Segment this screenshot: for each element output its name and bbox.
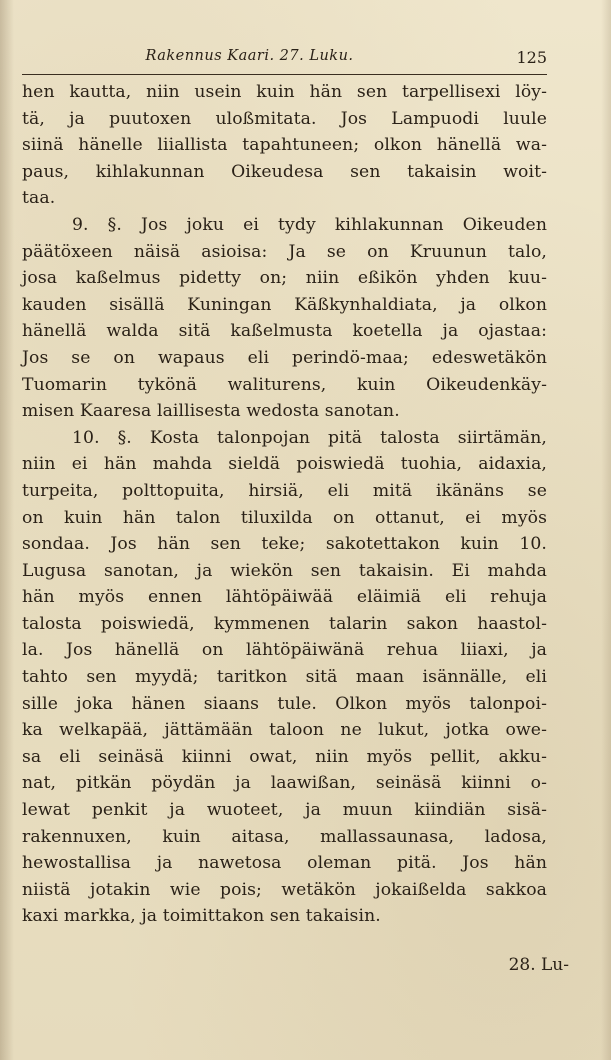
text-line: sille joka hänen siaans tule. Olkon myös talonpoi- — [22, 693, 547, 714]
text-line: siinä hänelle liiallista tapahtuneen; olkon hänellä wa- — [22, 135, 547, 156]
text-line: ka welkapää, jättämään taloon ne lukut, jotka owe- — [22, 720, 547, 741]
catchword: 28. Lu- — [508, 955, 569, 975]
text-line: Jos se on wapaus eli perindö-maa; edeswetäkön — [22, 347, 547, 368]
page-header — [22, 40, 547, 75]
text-line: nat, pitkän pöydän ja laawißan, seinäsä kiinni o- — [22, 773, 547, 794]
text-line: niistä jotakin wie pois; wetäkön jokaißelda sakkoa — [22, 879, 547, 900]
text-line: turpeita, polttopuita, hirsiä, eli mitä ikänäns se — [22, 480, 547, 501]
running-head: Rakennus Kaari. 27. Luku. — [145, 48, 354, 64]
text-line: rakennuxen, kuin aitasa, mallassaunasa, ladosa, — [22, 826, 547, 847]
text-line: josa kaßelmus pidetty on; niin eßikön yhden kuu- — [22, 268, 547, 289]
text-line: Lugusa sanotan, ja wiekön sen takaisin. Ei mahda — [22, 560, 547, 581]
paragraph-section-10 — [22, 425, 547, 930]
text-line: hänellä walda sitä kaßelmusta koetella ja ojastaa: — [22, 321, 547, 342]
page-number: 125 — [516, 48, 547, 67]
text-line: päätöxeen näisä asioisa: Ja se on Kruunun talo, — [22, 241, 547, 262]
text-line: hen kautta, niin usein kuin hän sen tarpellisexi löy- — [22, 82, 547, 102]
text-line: hewostallisa ja nawetosa oleman pitä. Jos hän — [22, 853, 547, 874]
text-line: tä, ja puutoxen uloßmitata. Jos Lampuodi luule — [22, 108, 547, 129]
text-line: talosta poiswiedä, kymmenen talarin sakon haastol- — [22, 613, 547, 634]
text-line: hän myös ennen lähtöpäiwää eläimiä eli rehuja — [22, 587, 547, 608]
text-line: on kuin hän talon tiluxilda on ottanut, ei myös — [22, 507, 547, 528]
text-line: sondaa. Jos hän sen teke; sakotettakon kuin 10. — [22, 534, 547, 555]
text-line: la. Jos hänellä on lähtöpäiwänä rehua liiaxi, ja — [22, 640, 547, 661]
text-line: Tuomarin tykönä waliturens, kuin Oikeudenkäy- — [22, 374, 547, 395]
text-line: sa eli seinäsä kiinni owat, niin myös pellit, akku- — [22, 746, 547, 767]
paragraph-continuation — [22, 79, 547, 212]
section-heading-line: 9. §. Jos joku ei tydy kihlakunnan Oikeuden — [72, 214, 547, 235]
text-line: taa. — [22, 188, 56, 209]
text-line: misen Kaaresa laillisesta wedosta sanotan. — [22, 401, 400, 422]
text-line: paus, kihlakunnan Oikeudesa sen takaisin woit- — [22, 161, 547, 182]
text-line: tahto sen myydä; taritkon sitä maan isännälle, eli — [22, 667, 547, 688]
text-line: lewat penkit ja wuoteet, ja muun kiindiän sisä- — [22, 800, 547, 821]
text-line: kauden sisällä Kuningan Käßkynhaldiata, ja olkon — [22, 294, 547, 315]
section-heading-line: 10. §. Kosta talonpojan pitä talosta siirtämän, — [72, 427, 547, 448]
text-line: niin ei hän mahda sieldä poiswiedä tuohia, aidaxia, — [22, 454, 547, 475]
body-text — [22, 79, 547, 930]
text-line: kaxi markka, ja toimittakon sen takaisin. — [22, 906, 381, 927]
paragraph-section-9 — [22, 212, 547, 425]
